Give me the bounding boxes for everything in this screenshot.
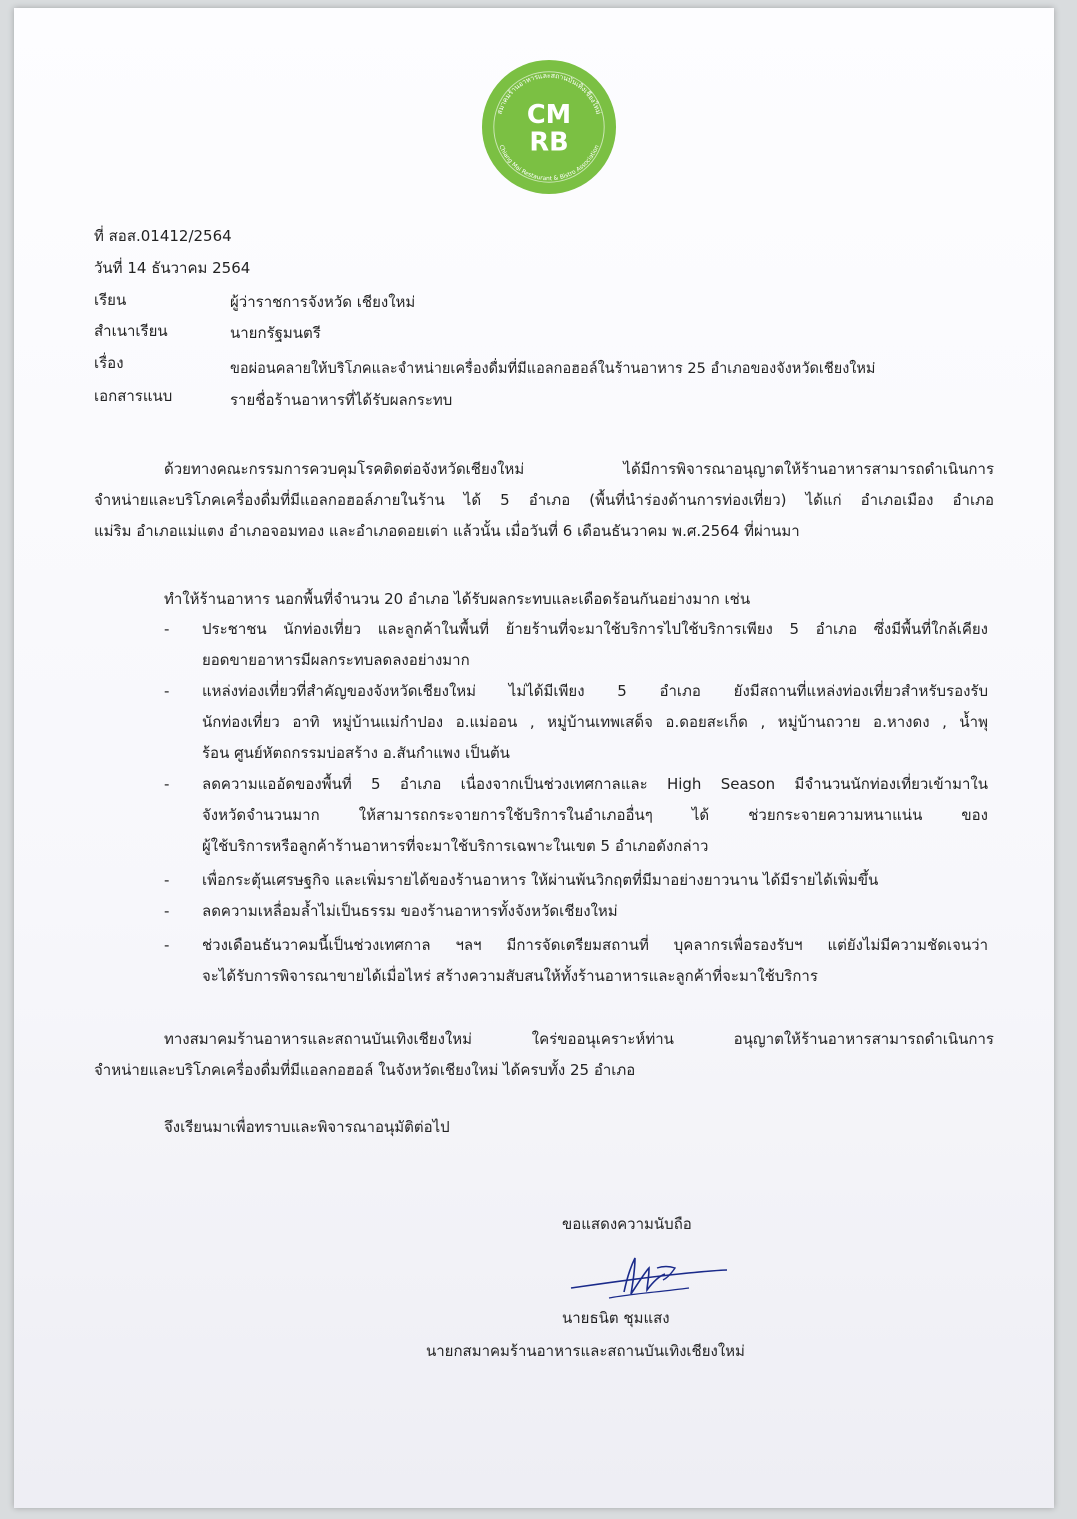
- paragraph-3-line: ทางสมาคมร้านอาหารและสถานบันเทิงเชียงใหม่ ใคร่ขออนุเคราะห์ท่าน อนุญาตให้ร้านอาหารสามารถดำเนินการ: [164, 1030, 994, 1048]
- subject-label: เรื่อง: [94, 354, 124, 372]
- bullet-mark: -: [164, 871, 170, 889]
- attachment-value: รายชื่อร้านอาหารที่ได้รับผลกระทบ: [230, 391, 453, 409]
- logo-text-rb: RB: [529, 127, 569, 158]
- paragraph-1-line: แม่ริม อำเภอแม่แตง อำเภอจอมทอง และอำเภอดอยเต่า แล้วนั้น เมื่อวันที่ 6 เดือนธันวาคม พ.ศ.2564 ที่ผ่านมา: [94, 522, 800, 540]
- bullet-mark: -: [164, 775, 170, 793]
- to-label: เรียน: [94, 291, 127, 309]
- cmrb-logo-icon: [480, 58, 618, 196]
- bullet-line: ลดความเหลื่อมล้ำไม่เป็นธรรม ของร้านอาหารทั้งจังหวัดเชียงใหม่: [202, 902, 618, 920]
- paragraph-1: [94, 454, 994, 547]
- bullet-mark: -: [164, 682, 170, 700]
- signature-icon: [569, 1248, 729, 1308]
- bullet-line: นักท่องเที่ยว อาทิ หมู่บ้านแม่กำปอง อ.แม่ออน , หมู่บ้านเทพเสด็จ อ.ดอยสะเก็ด , หมู่บ้านถวาย อ.หางดง , น้ำพุ: [202, 713, 988, 731]
- signer-name: นายธนิต ชุมแสง: [562, 1309, 670, 1327]
- logo-text-cm: CM: [526, 100, 572, 131]
- bullet-line: เพื่อกระตุ้นเศรษฐกิจ และเพิ่มรายได้ของร้านอาหาร ให้ผ่านพ้นวิกฤตที่มีมาอย่างยาวนาน ได้มีรายได้เพิ่มขึ้น: [202, 871, 879, 889]
- bullet-item: [164, 896, 994, 927]
- reference-number: ที่ สอส.01412/2564: [94, 227, 232, 245]
- logo-ring-text-bottom: Chiang Mai Restaurant & Bistro Association: [497, 144, 601, 183]
- bullet-line: ช่วงเดือนธันวาคมนี้เป็นช่วงเทศกาล ฯลฯ มีการจัดเตรียมสถานที่ บุคลากรเพื่อรองรับฯ แต่ยังไม่มีความชัดเจนว่า: [202, 936, 988, 954]
- paragraph-4-line: จึงเรียนมาเพื่อทราบและพิจารณาอนุมัติต่อไป: [164, 1118, 450, 1136]
- bullet-item: [164, 930, 994, 992]
- bullet-item: [164, 614, 994, 676]
- bullet-item: [164, 865, 994, 896]
- letter-date: วันที่ 14 ธันวาคม 2564: [94, 259, 251, 277]
- subject-value: ขอผ่อนคลายให้บริโภคและจำหน่ายเครื่องดื่มที่มีแอลกอฮอล์ในร้านอาหาร 25 อำเภอของจังหวัดเชียงใหม่: [230, 361, 876, 377]
- bullet-line: ลดความแออัดของพื้นที่ 5 อำเภอ เนื่องจากเป็นช่วงเทศกาลและ High Season มีจำนวนนักท่องเที่ยวเข้ามาใน: [202, 775, 988, 793]
- letter-page: [14, 8, 1054, 1508]
- paragraph-3-line: จำหน่ายและบริโภคเครื่องดื่มที่มีแอลกอฮอล์ ในจังหวัดเชียงใหม่ ได้ครบทั้ง 25 อำเภอ: [94, 1061, 636, 1079]
- bullet-mark: -: [164, 936, 170, 954]
- attachment-label: เอกสารแนบ: [94, 387, 173, 405]
- bullet-item: [164, 769, 994, 862]
- bullet-mark: -: [164, 620, 170, 638]
- paragraph-4: [94, 1112, 994, 1143]
- signer-position: นายกสมาคมร้านอาหารและสถานบันเทิงเชียงใหม่: [426, 1342, 745, 1360]
- paragraph-2: [94, 584, 994, 615]
- bullet-line: แหล่งท่องเที่ยวที่สำคัญของจังหวัดเชียงใหม่ ไม่ได้มีเพียง 5 อำเภอ ยังมีสถานที่แหล่งท่องเที่ยวสำหรับรองรับ: [202, 682, 988, 700]
- cc-value: นายกรัฐมนตรี: [230, 324, 321, 342]
- paragraph-2-line: ทำให้ร้านอาหาร นอกพื้นที่จำนวน 20 อำเภอ ได้รับผลกระทบและเดือดร้อนกันอย่างมาก เช่น: [164, 590, 751, 608]
- to-value: ผู้ว่าราชการจังหวัด เชียงใหม่: [230, 293, 416, 311]
- logo-ring-text-top: สมาคมร้านอาหารและสถานบันเทิงเชียงใหม่: [495, 71, 603, 116]
- paragraph-3: [94, 1024, 994, 1086]
- bullet-line: จะได้รับการพิจารณาขายได้เมื่อไหร่ สร้างความสับสนให้ทั้งร้านอาหารและลูกค้าที่จะมาใช้บริการ: [202, 967, 818, 985]
- paragraph-1-line: ด้วยทางคณะกรรมการควบคุมโรคติดต่อจังหวัดเชียงใหม่ ได้มีการพิจารณาอนุญาตให้ร้านอาหารสามารถดำเนินการ: [164, 460, 994, 478]
- cc-label: สำเนาเรียน: [94, 322, 168, 340]
- bullet-line: ผู้ใช้บริการหรือลูกค้าร้านอาหารที่จะมาใช้บริการเฉพาะในเขต 5 อำเภอดังกล่าว: [202, 837, 709, 855]
- bullet-line: ร้อน ศูนย์หัตถกรรมบ่อสร้าง อ.สันกำแพง เป็นต้น: [202, 744, 510, 762]
- bullet-line: จังหวัดจำนวนมาก ให้สามารถกระจายการใช้บริการในอำเภออื่นๆ ได้ ช่วยกระจายความหนาแน่น ของ: [202, 806, 988, 824]
- closing-phrase: ขอแสดงความนับถือ: [562, 1215, 692, 1233]
- paragraph-1-line: จำหน่ายและบริโภคเครื่องดื่มที่มีแอลกอฮอล์ภายในร้าน ได้ 5 อำเภอ (พื้นที่นำร่องด้านการท่องเที่ยว) ได้แก่ อำเภอเมือง อำเภอ: [94, 491, 994, 509]
- bullet-mark: -: [164, 902, 170, 920]
- bullet-line: ประชาชน นักท่องเที่ยว และลูกค้าในพื้นที่ ย้ายร้านที่จะมาใช้บริการไปใช้บริการเพียง 5 อำเภอ ซึ่งมีพื้นที่ใกล้เคียง: [202, 620, 988, 638]
- bullet-item: [164, 676, 994, 769]
- bullet-line: ยอดขายอาหารมีผลกระทบลดลงอย่างมาก: [202, 651, 470, 669]
